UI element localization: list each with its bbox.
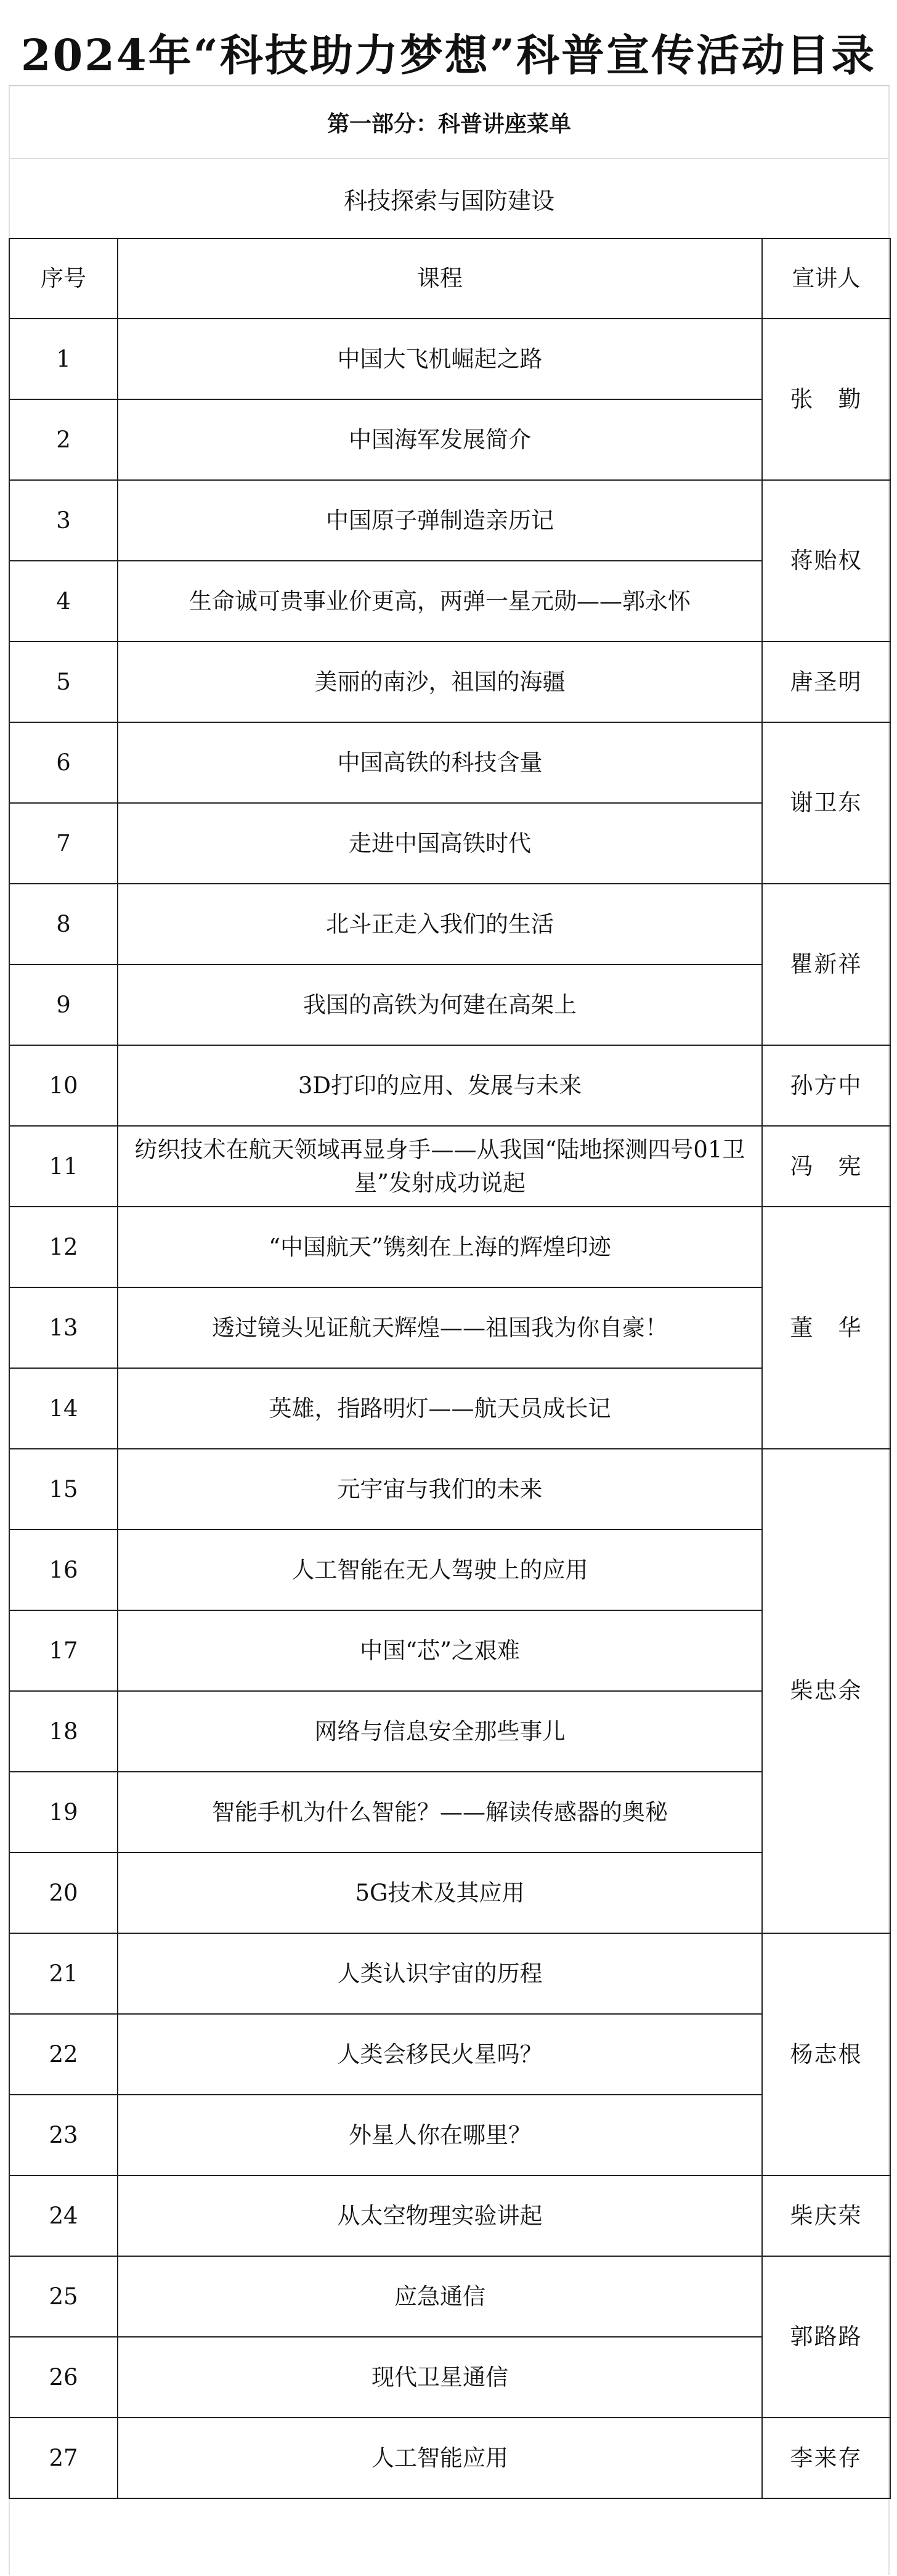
course-title: 人类会移民火星吗？ [118, 2014, 762, 2095]
table-row [9, 480, 890, 561]
course-title: 中国高铁的科技含量 [118, 722, 762, 803]
speaker-name: 孙方中 [762, 1045, 890, 1126]
header-speaker: 宣讲人 [762, 238, 890, 319]
course-title: 透过镜头见证航天辉煌——祖国我为你自豪！ [118, 1287, 762, 1368]
row-number: 12 [9, 1207, 118, 1287]
row-number: 5 [9, 642, 118, 722]
row-number: 25 [9, 2256, 118, 2337]
course-title: 生命诚可贵事业价更高，两弹一星元勋——郭永怀 [118, 561, 762, 642]
row-number: 10 [9, 1045, 118, 1126]
course-title: 智能手机为什么智能？——解读传感器的奥秘 [118, 1772, 762, 1853]
table-row [9, 319, 890, 399]
row-number: 19 [9, 1772, 118, 1853]
course-title: 中国“芯”之艰难 [118, 1610, 762, 1691]
row-number: 4 [9, 561, 118, 642]
speaker-name: 董 华 [762, 1207, 890, 1449]
table-row [9, 884, 890, 964]
course-title: 人类认识宇宙的历程 [118, 1933, 762, 2014]
table-row [9, 803, 890, 884]
row-number: 14 [9, 1368, 118, 1449]
course-title: 元宇宙与我们的未来 [118, 1449, 762, 1530]
row-number: 24 [9, 2175, 118, 2256]
speaker-name: 冯 宪 [762, 1126, 890, 1207]
table-body [9, 319, 890, 2498]
table-row [9, 399, 890, 480]
table-row [9, 1449, 890, 1530]
lecture-table [9, 238, 891, 2499]
table-row [9, 1691, 890, 1772]
speaker-name: 蒋贻权 [762, 480, 890, 642]
section-heading: 第一部分：科普讲座菜单 [9, 85, 890, 159]
page-title: 2024年“科技助力梦想”科普宣传活动目录 [20, 29, 877, 81]
table-row [9, 2256, 890, 2337]
row-number: 9 [9, 964, 118, 1045]
speaker-name: 唐圣明 [762, 642, 890, 722]
course-title: 中国原子弹制造亲历记 [118, 480, 762, 561]
course-title: 北斗正走入我们的生活 [118, 884, 762, 964]
table-row [9, 1853, 890, 1933]
course-title: 5G技术及其应用 [118, 1853, 762, 1933]
row-number: 3 [9, 480, 118, 561]
speaker-name: 杨志根 [762, 1933, 890, 2175]
table-row [9, 1610, 890, 1691]
table-row [9, 1933, 890, 2014]
course-title: 3D打印的应用、发展与未来 [118, 1045, 762, 1126]
table-row [9, 964, 890, 1045]
table-header-row [9, 238, 890, 319]
course-title: 应急通信 [118, 2256, 762, 2337]
course-title: 英雄，指路明灯——航天员成长记 [118, 1368, 762, 1449]
row-number: 21 [9, 1933, 118, 2014]
row-number: 8 [9, 884, 118, 964]
row-number: 27 [9, 2418, 118, 2498]
table-row [9, 1772, 890, 1853]
table-row [9, 1207, 890, 1287]
row-number: 17 [9, 1610, 118, 1691]
row-number: 16 [9, 1530, 118, 1610]
row-number: 13 [9, 1287, 118, 1368]
table-row [9, 2095, 890, 2175]
table-row [9, 1287, 890, 1368]
table-row [9, 1368, 890, 1449]
blank-row [9, 2498, 890, 2576]
table-row [9, 2337, 890, 2418]
row-number: 7 [9, 803, 118, 884]
course-title: 网络与信息安全那些事儿 [118, 1691, 762, 1772]
course-title: 我国的高铁为何建在高架上 [118, 964, 762, 1045]
speaker-name: 郭路路 [762, 2256, 890, 2418]
subsection-heading: 科技探索与国防建设 [343, 187, 554, 214]
row-number: 20 [9, 1853, 118, 1933]
row-number: 11 [9, 1126, 118, 1207]
header-number: 序号 [9, 238, 118, 319]
table-row [9, 2175, 890, 2256]
course-title: 人工智能应用 [118, 2418, 762, 2498]
row-number: 1 [9, 319, 118, 399]
table-row [9, 1530, 890, 1610]
speaker-name: 李来存 [762, 2418, 890, 2498]
speaker-name: 柴忠余 [762, 1449, 890, 1933]
course-title: 中国大飞机崛起之路 [118, 319, 762, 399]
course-title: 纺织技术在航天领域再显身手——从我国“陆地探测四号01卫星”发射成功说起 [118, 1126, 762, 1207]
table-row [9, 2014, 890, 2095]
course-title: 走进中国高铁时代 [118, 803, 762, 884]
course-title: 人工智能在无人驾驶上的应用 [118, 1530, 762, 1610]
speaker-name: 瞿新祥 [762, 884, 890, 1045]
table-row [9, 722, 890, 803]
row-number: 15 [9, 1449, 118, 1530]
speaker-name: 张 勤 [762, 319, 890, 480]
row-number: 18 [9, 1691, 118, 1772]
course-title: 现代卫星通信 [118, 2337, 762, 2418]
table-row [9, 1045, 890, 1126]
table-row [9, 561, 890, 642]
speaker-name: 谢卫东 [762, 722, 890, 884]
course-title: “中国航天”镌刻在上海的辉煌印迹 [118, 1207, 762, 1287]
row-number: 2 [9, 399, 118, 480]
table-row [9, 642, 890, 722]
row-number: 26 [9, 2337, 118, 2418]
header-course: 课程 [118, 238, 762, 319]
table-row [9, 1126, 890, 1207]
course-title: 从太空物理实验讲起 [118, 2175, 762, 2256]
table-row [9, 2418, 890, 2498]
course-title: 中国海军发展简介 [118, 399, 762, 480]
row-number: 22 [9, 2014, 118, 2095]
speaker-name: 柴庆荣 [762, 2175, 890, 2256]
row-number: 6 [9, 722, 118, 803]
course-title: 外星人你在哪里？ [118, 2095, 762, 2175]
course-title: 美丽的南沙，祖国的海疆 [118, 642, 762, 722]
row-number: 23 [9, 2095, 118, 2175]
